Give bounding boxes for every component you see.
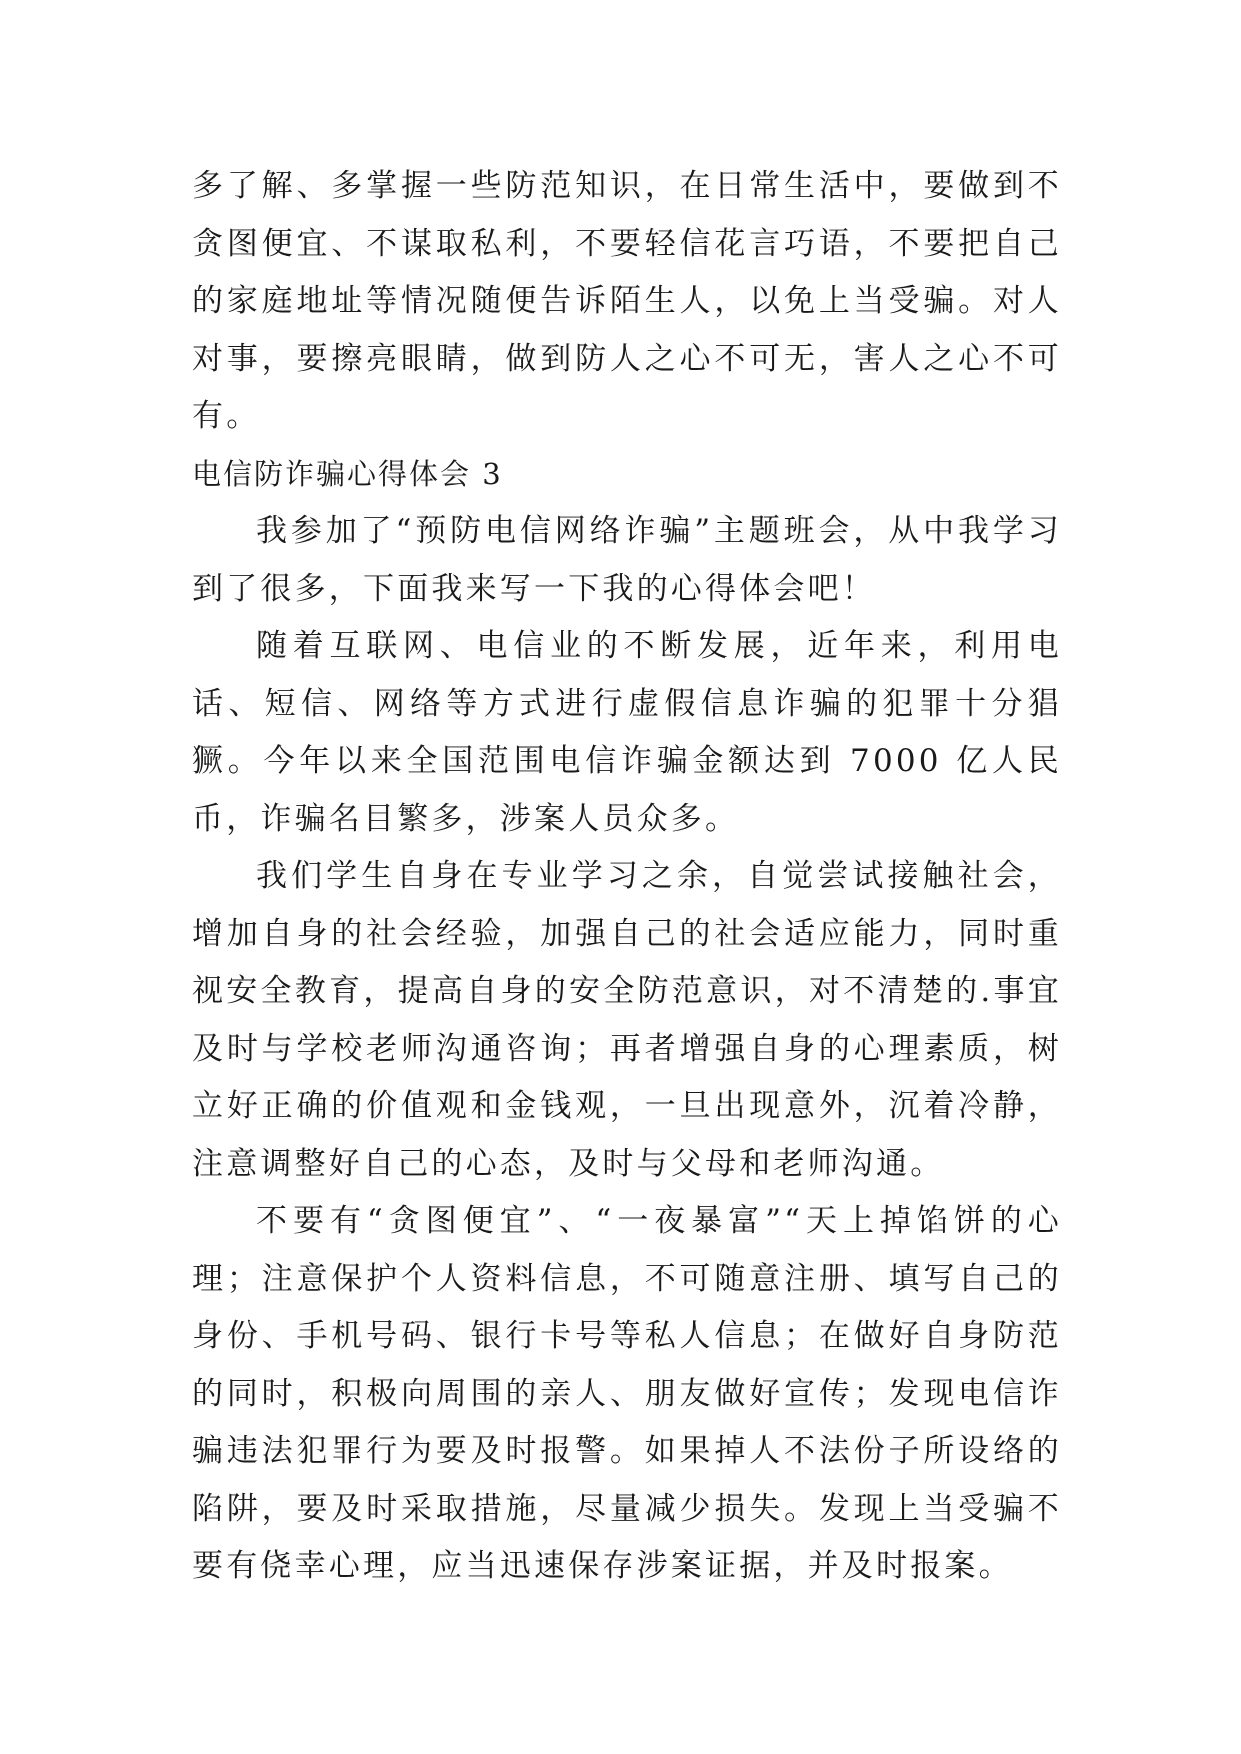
paragraph-background: 随着互联网、电信业的不断发展，近年来，利用电话、短信、网络等方式进行虚假信息诈骗的犯罪十分猖獗。今年以来全国范围电信诈骗金额达到 7000 亿人民币，诈骗名目繁多，涉案人员众多。	[192, 628, 1062, 837]
paragraph-intro: 我参加了“预防电信网络诈骗”主题班会，从中我学习到了很多，下面我来写一下我的心得体会吧！	[192, 513, 1062, 607]
section-heading: 电信防诈骗心得体会 3	[192, 456, 503, 491]
document-body	[192, 158, 1062, 1596]
paragraph-prevention-tips: 不要有“贪图便宜”、“一夜暴富”“天上掉馅饼的心理；注意保护个人资料信息，不可随意注册、填写自己的身份、手机号码、银行卡号等私人信息；在做好自身防范的同时，积极向周围的亲人、朋友做好宣传；发现电信诈骗违法犯罪行为要及时报警。如果掉人不法份子所设络的陷阱，要及时采取措施，尽量减少损失。发现上当受骗不要有侥幸心理，应当迅速保存涉案证据，并及时报案。	[192, 1203, 1062, 1584]
paragraph-continuation: 多了解、多掌握一些防范知识，在日常生活中，要做到不贪图便宜、不谋取私利，不要轻信花言巧语，不要把自己的家庭地址等情况随便告诉陌生人，以免上当受骗。对人对事，要擦亮眼睛，做到防人之心不可无，害人之心不可有。	[192, 168, 1062, 434]
paragraph-student-awareness: 我们学生自身在专业学习之余，自觉尝试接触社会，增加自身的社会经验，加强自己的社会适应能力，同时重视安全教育，提高自身的安全防范意识，对不清楚的.事宜及时与学校老师沟通咨询；再者增强自身的心理素质，树立好正确的价值观和金钱观，一旦出现意外，沉着冷静，注意调整好自己的心态，及时与父母和老师沟通。	[192, 858, 1062, 1182]
